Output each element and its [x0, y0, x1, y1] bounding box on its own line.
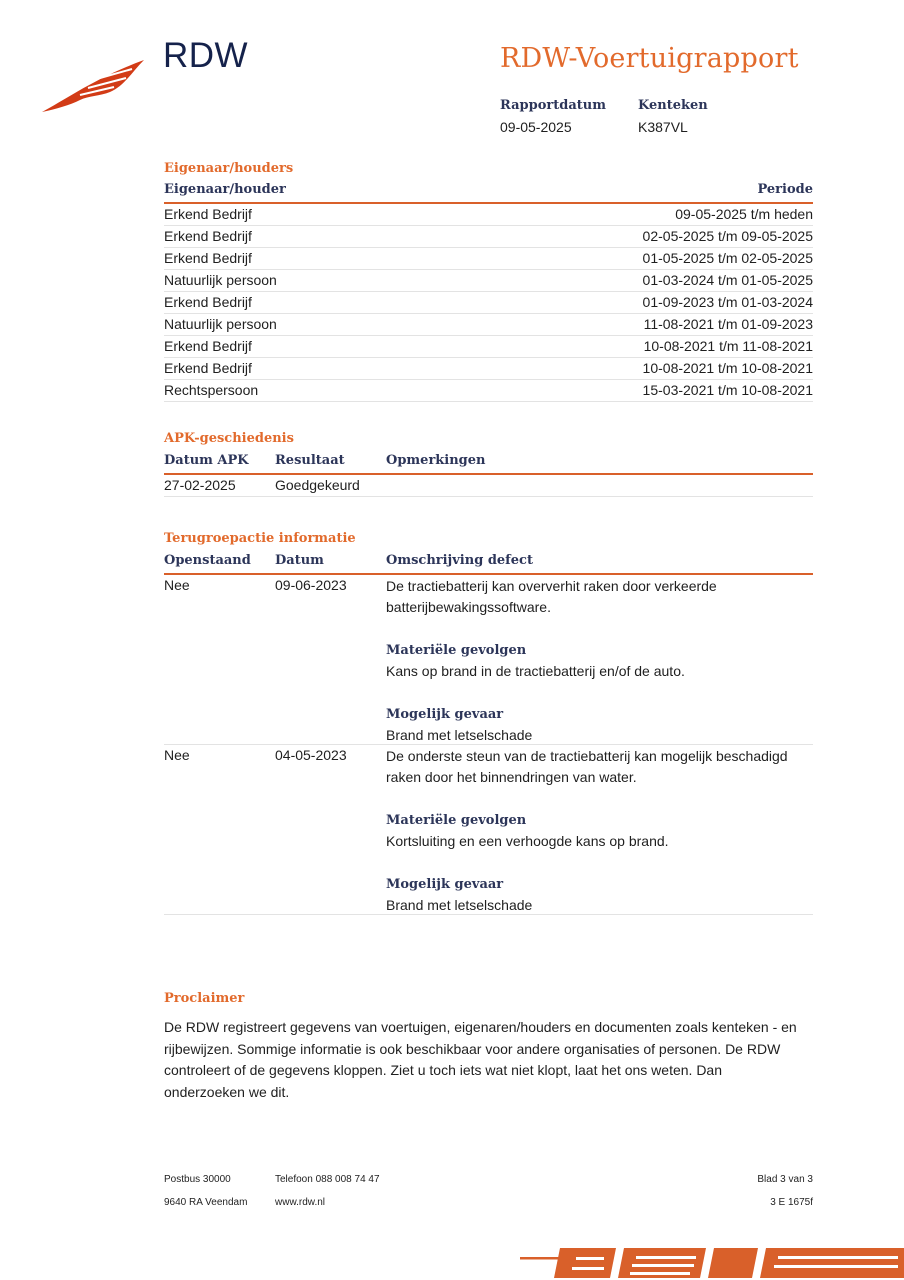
danger-heading: Mogelijk gevaar — [386, 877, 504, 892]
recall-description — [386, 576, 813, 746]
period-cell: 01-09-2023 t/m 01-03-2024 — [642, 294, 813, 310]
consequences-text: Kans op brand in de tractiebatterij en/of de auto. — [386, 663, 685, 679]
defect-text: De tractiebatterij kan oververhit raken door verkeerde batterijbewakingssoftware. — [386, 578, 717, 615]
defect-text: De onderste steun van de tractiebatterij kan mogelijk beschadigd raken door het binnendringen van water. — [386, 748, 788, 785]
plate-label: Kenteken — [638, 98, 708, 113]
owner-cell: Erkend Bedrijf — [164, 338, 252, 354]
owner-cell: Natuurlijk persoon — [164, 272, 277, 288]
document-title: RDW-Voertuigrapport — [500, 43, 799, 74]
danger-text: Brand met letselschade — [386, 727, 533, 743]
danger-text: Brand met letselschade — [386, 897, 533, 913]
consequences-heading: Materiële gevolgen — [386, 813, 527, 828]
consequences-text: Kortsluiting en een verhoogde kans op brand. — [386, 833, 669, 849]
owner-cell: Rechtspersoon — [164, 382, 259, 398]
footer-website[interactable]: www.rdw.nl — [275, 1197, 326, 1208]
period-cell: 10-08-2021 t/m 11-08-2021 — [643, 338, 813, 354]
footer-page-number: Blad 3 van 3 — [757, 1174, 813, 1185]
recall-date-cell: 04-05-2023 — [275, 747, 347, 763]
owner-cell: Erkend Bedrijf — [164, 360, 252, 376]
rdw-logo-icon — [40, 56, 150, 116]
owner-cell: Erkend Bedrijf — [164, 228, 252, 244]
period-cell: 15-03-2021 t/m 10-08-2021 — [642, 382, 813, 398]
period-cell: 09-05-2025 t/m heden — [675, 206, 813, 222]
proclaimer-title: Proclaimer — [164, 991, 245, 1006]
report-date: 09-05-2025 — [500, 119, 572, 135]
table-row — [164, 745, 813, 915]
col-owner-header: Eigenaar/houder — [164, 182, 286, 197]
recall-description — [386, 746, 813, 916]
period-cell: 11-08-2021 t/m 01-09-2023 — [643, 316, 813, 332]
table-row — [164, 204, 813, 226]
footer-phone: Telefoon 088 008 74 47 — [275, 1174, 380, 1185]
owners-table-header — [164, 181, 813, 204]
recall-open-cell: Nee — [164, 577, 190, 593]
table-row — [164, 358, 813, 380]
table-row — [164, 380, 813, 402]
apk-date-cell: 27-02-2025 — [164, 477, 236, 493]
period-cell: 01-03-2024 t/m 01-05-2025 — [642, 272, 813, 288]
recall-open-cell: Nee — [164, 747, 190, 763]
period-cell: 01-05-2025 t/m 02-05-2025 — [642, 250, 813, 266]
footer-code: 3 E 1675f — [770, 1197, 813, 1208]
consequences-heading: Materiële gevolgen — [386, 643, 527, 658]
owner-cell: Erkend Bedrijf — [164, 206, 252, 222]
brand-name: RDW — [163, 36, 249, 75]
col-apk-date-header: Datum APK — [164, 453, 249, 468]
owner-cell: Erkend Bedrijf — [164, 294, 252, 310]
table-row — [164, 270, 813, 292]
col-result-header: Resultaat — [275, 453, 345, 468]
report-date-label: Rapportdatum — [500, 98, 606, 113]
owners-section-title: Eigenaar/houders — [164, 161, 294, 176]
proclaimer-text: De RDW registreert gegevens van voertuigen, eigenaren/houders en documenten zoals kenteken - en rijbewijzen. Sommige informatie is ook beschikbaar voor andere organisaties of personen. De RDW controleert of de gegevens kloppen. Ziet u toch iets wat niet klopt, laat het ons weten. Dan onderzoeken we dit. — [164, 1019, 797, 1100]
recalls-section-title: Terugroepactie informatie — [164, 531, 356, 546]
table-row — [164, 314, 813, 336]
period-cell: 02-05-2025 t/m 09-05-2025 — [642, 228, 813, 244]
danger-heading: Mogelijk gevaar — [386, 707, 504, 722]
col-open-header: Openstaand — [164, 553, 251, 568]
owner-cell: Erkend Bedrijf — [164, 250, 252, 266]
apk-section-title: APK-geschiedenis — [164, 431, 294, 446]
apk-table-header — [164, 452, 813, 475]
col-remarks-header: Opmerkingen — [386, 453, 486, 468]
owners-table — [164, 181, 813, 402]
owner-cell: Natuurlijk persoon — [164, 316, 277, 332]
table-row — [164, 248, 813, 270]
table-row — [164, 475, 813, 497]
period-cell: 10-08-2021 t/m 10-08-2021 — [642, 360, 813, 376]
recalls-table — [164, 552, 813, 915]
col-period-header: Periode — [757, 182, 813, 197]
plate-number: K387VL — [638, 119, 688, 135]
apk-table — [164, 452, 813, 497]
table-row — [164, 226, 813, 248]
footer-postbus: Postbus 30000 — [164, 1174, 231, 1185]
apk-result-cell: Goedgekeurd — [275, 477, 360, 493]
table-row — [164, 336, 813, 358]
footer-city: 9640 RA Veendam — [164, 1197, 248, 1208]
recalls-table-header — [164, 552, 813, 575]
col-recall-date-header: Datum — [275, 553, 324, 568]
table-row — [164, 292, 813, 314]
recall-date-cell: 09-06-2023 — [275, 577, 347, 593]
table-row — [164, 575, 813, 745]
decorative-stripes-icon — [520, 1244, 904, 1280]
col-defect-header: Omschrijving defect — [386, 553, 533, 568]
